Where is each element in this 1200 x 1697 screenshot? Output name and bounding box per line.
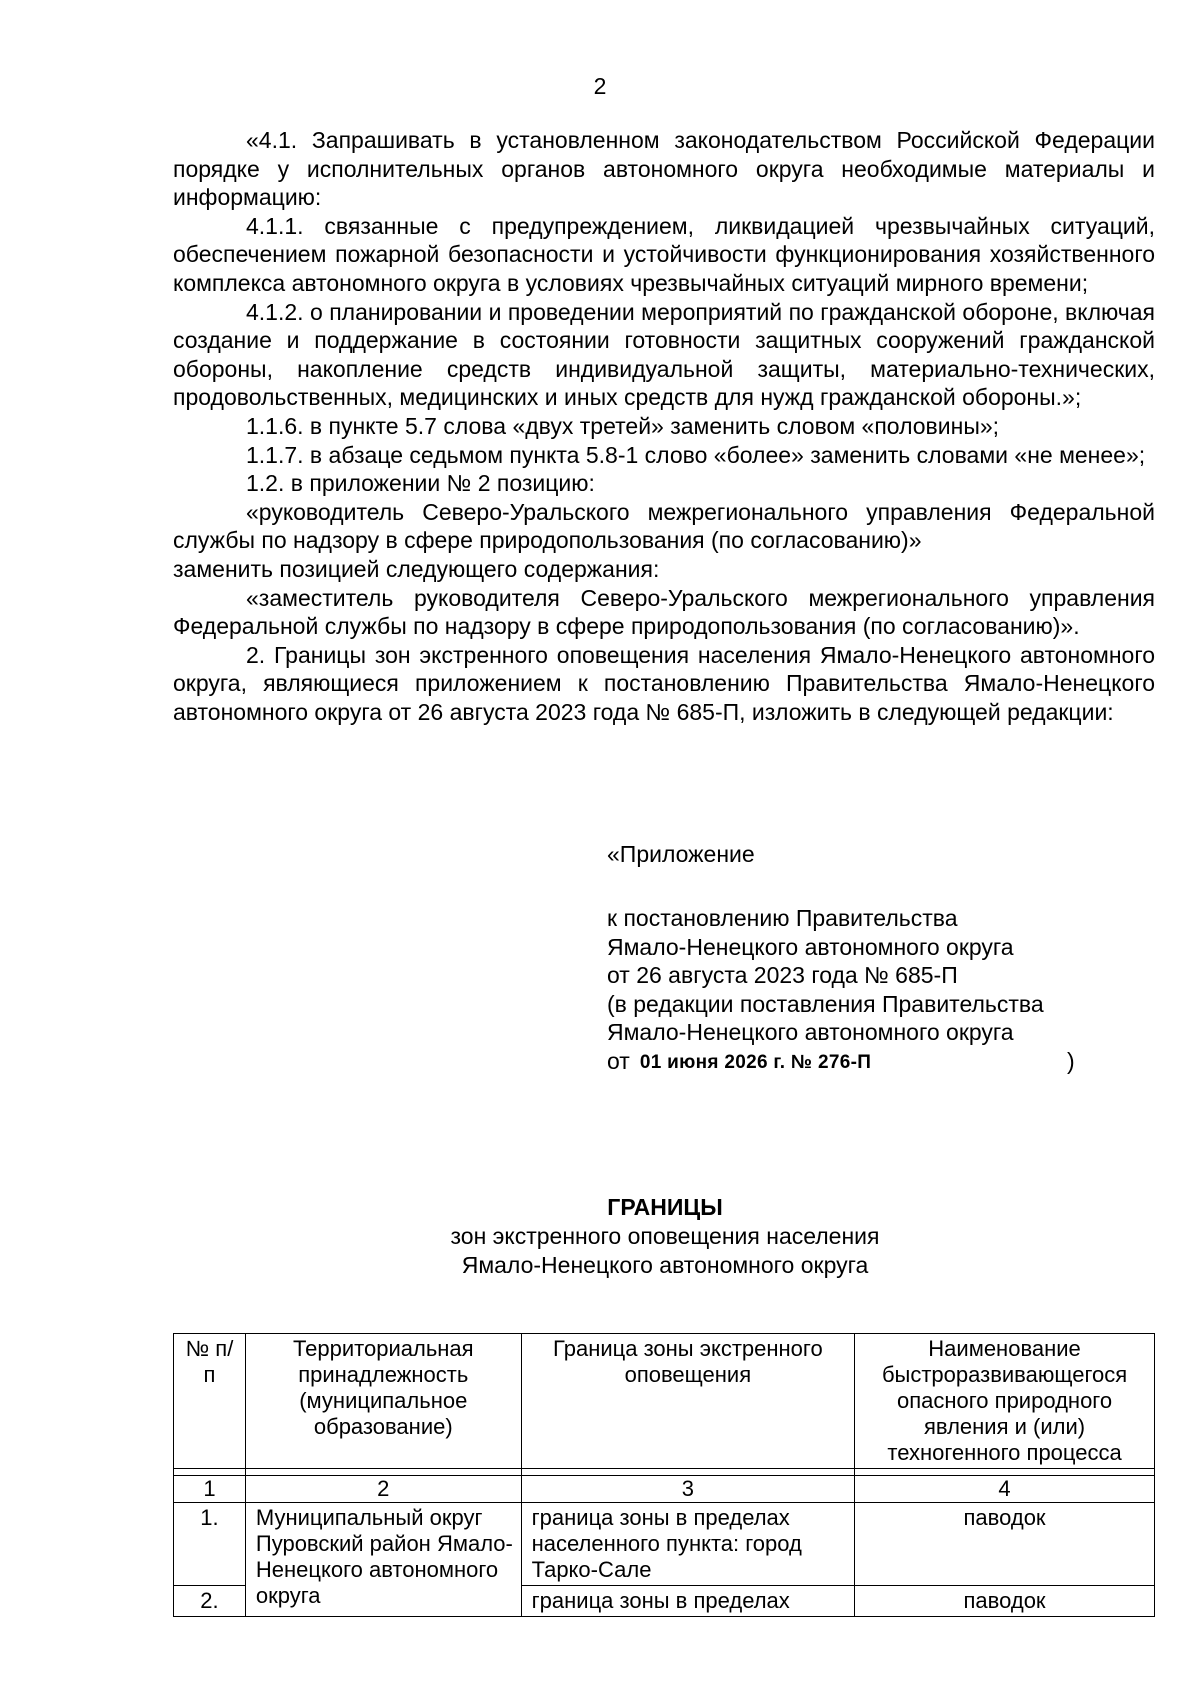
spacer-cell <box>855 1469 1155 1476</box>
column-number-cell: 2 <box>245 1476 521 1503</box>
section-title: ГРАНИЦЫ <box>607 1194 723 1220</box>
paragraph: 1.1.6. в пункте 5.7 слова «двух третей» заменить словом «половины»; <box>246 412 1000 439</box>
column-number-cell: 4 <box>855 1476 1155 1503</box>
table-column-number-row <box>174 1476 1155 1503</box>
paragraph: «заместитель руководителя Северо-Уральского межрегионального управления Федеральной службы по надзору в сфере природопользования (по согласованию)». <box>173 584 1155 640</box>
paragraph: «4.1. Запрашивать в установленном законодательством Российской Федерации порядке у исполнительных органов автономного округа необходимые материалы и информацию: <box>173 127 1155 211</box>
appendix-line: Ямало-Ненецкого автономного округа <box>607 933 1014 960</box>
table-header-cell: Территориальная принадлежность (муниципальное образование) <box>245 1334 521 1469</box>
spacer-cell <box>521 1469 854 1476</box>
table-header-cell: № п/п <box>174 1334 246 1469</box>
table-header-cell: Граница зоны экстренного оповещения <box>521 1334 854 1469</box>
row-number-cell: 1. <box>174 1503 246 1586</box>
registration-stamp: 01 июня 2026 г. № 276-П <box>639 1051 872 1073</box>
paragraph: заменить позицией следующего содержания: <box>173 555 660 582</box>
appendix-line: Ямало-Ненецкого автономного округа <box>607 1019 1014 1046</box>
spacer-cell <box>174 1469 246 1476</box>
page-number: 2 <box>593 73 607 99</box>
paragraph: 2. Границы зон экстренного оповещения населения Ямало-Ненецкого автономного округа, являющиеся приложением к постановлению Правительства Ямало-Ненецкого автономного округа от 26 августа 2023 года № 685-П, изложить в следующей редакции: <box>173 641 1155 725</box>
registration-line <box>607 1047 1127 1076</box>
paragraph: «руководитель Северо-Уральского межрегионального управления Федеральной службы по надзору в сфере природопользования (по согласованию)» <box>173 498 1155 554</box>
table-header-row <box>174 1334 1155 1469</box>
appendix-line: (в редакции поставления Правительства <box>607 990 1044 1017</box>
boundary-cell: граница зоны в пределах <box>521 1586 854 1617</box>
table-row <box>174 1503 1155 1586</box>
paragraph: 1.2. в приложении № 2 позицию: <box>246 470 595 497</box>
zones-table <box>173 1333 1155 1617</box>
column-number-cell: 3 <box>521 1476 854 1503</box>
row-number-cell: 2. <box>174 1586 246 1617</box>
column-number-cell: 1 <box>174 1476 246 1503</box>
document-body <box>173 126 1155 726</box>
table-spacer-row <box>174 1469 1155 1476</box>
hazard-cell: паводок <box>855 1503 1155 1586</box>
appendix-line: к постановлению Правительства <box>607 905 958 931</box>
paragraph: 4.1.1. связанные с предупреждением, ликвидацией чрезвычайных ситуаций, обеспечением пожарной безопасности и устойчивости функционирования хозяйственного комплекса автономного округа в условиях чрезвычайных ситуаций мирного времени; <box>173 212 1155 296</box>
registration-suffix: ) <box>1067 1047 1075 1074</box>
registration-prefix: от <box>607 1047 630 1074</box>
table-header-cell: Наименование быстроразвивающегося опасного природного явления и (или) техногенного процесса <box>855 1334 1155 1469</box>
section-subtitle: зон экстренного оповещения населения <box>450 1223 880 1249</box>
territory-cell: Муниципальный округ Пуровский район Ямало-Ненецкого автономного округа <box>245 1503 521 1617</box>
paragraph: 1.1.7. в абзаце седьмом пункта 5.8-1 слово «более» заменить словами «не менее»; <box>246 441 1146 468</box>
hazard-cell: паводок <box>855 1586 1155 1617</box>
section-subtitle: Ямало-Ненецкого автономного округа <box>461 1252 869 1278</box>
spacer-cell <box>245 1469 521 1476</box>
appendix-line: от 26 августа 2023 года № 685-П <box>607 962 958 989</box>
appendix-block <box>607 841 1127 1076</box>
boundary-cell: граница зоны в пределах населенного пункта: город Тарко-Сале <box>521 1503 854 1586</box>
paragraph: 4.1.2. о планировании и проведении мероприятий по гражданской обороне, включая создание и поддержание в состоянии готовности защитных сооружений гражданской обороны, накопление средств индивидуальной защиты, материально-технических, продовольственных, медицинских и иных средств для нужд гражданской обороны.»; <box>173 298 1155 411</box>
appendix-title: «Приложение <box>607 841 755 867</box>
